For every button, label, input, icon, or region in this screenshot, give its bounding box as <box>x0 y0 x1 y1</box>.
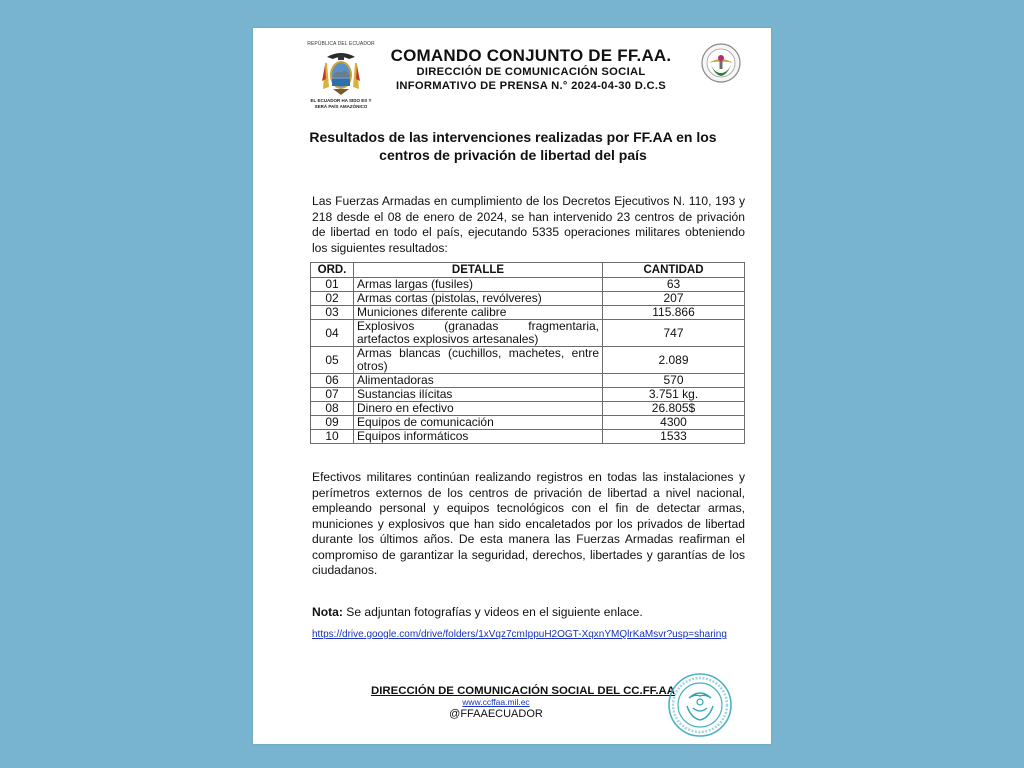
header-left-emblem-block <box>305 41 377 109</box>
cell-detalle: Armas cortas (pistolas, revólveres) <box>354 292 603 306</box>
column-header-cantidad: CANTIDAD <box>603 263 745 278</box>
drive-folder-link[interactable]: https://drive.google.com/drive/folders/1xVqz7cmIppuH2OGT-XqxnYMQlrKaMsvr?usp=sharing <box>312 629 727 640</box>
table-row <box>311 320 745 347</box>
table-row <box>311 306 745 320</box>
website-link[interactable]: www.ccffaa.mil.ec <box>462 697 530 707</box>
cell-detalle: Alimentadoras <box>354 374 603 388</box>
column-header-ord: ORD. <box>311 263 354 278</box>
cell-detalle: Armas blancas (cuchillos, machetes, entre otros) <box>354 347 603 374</box>
cell-ord: 03 <box>311 306 354 320</box>
bulletin-number: INFORMATIVO DE PRENSA N.° 2024-04-30 D.C.S <box>395 80 667 92</box>
motto-text: EL ECUADOR HA SIDO ES Y SERÁ PAÍS AMAZÓNICO <box>310 98 372 109</box>
cell-ord: 02 <box>311 292 354 306</box>
cell-ord: 09 <box>311 416 354 430</box>
ecuador-coat-of-arms-icon <box>319 49 363 97</box>
department-subtitle: DIRECCIÓN DE COMUNICACIÓN SOCIAL <box>416 66 646 78</box>
cell-cantidad: 747 <box>603 320 745 347</box>
cell-detalle: Explosivos (granadas fragmentaria, artefactos explosivos artesanales) <box>354 320 603 347</box>
table-row <box>311 374 745 388</box>
cell-ord: 08 <box>311 402 354 416</box>
cell-cantidad: 570 <box>603 374 745 388</box>
cell-cantidad: 63 <box>603 278 745 292</box>
cell-ord: 07 <box>311 388 354 402</box>
cell-detalle: Armas largas (fusiles) <box>354 278 603 292</box>
table-row <box>311 402 745 416</box>
table-row <box>311 388 745 402</box>
table-row <box>311 347 745 374</box>
comando-conjunto-seal-icon <box>701 43 741 83</box>
table-row <box>311 430 745 444</box>
cell-cantidad: 26.805$ <box>603 402 745 416</box>
cell-ord: 10 <box>311 430 354 444</box>
table-row <box>311 416 745 430</box>
closing-paragraph: Efectivos militares continúan realizando registros en todas las instalaciones y perímetros externos de los centros de privación de libertad a nivel nacional, empleando personal y equipos tecnológicos con el fin de detectar armas, municiones y explosivos que han sido encaletados por los privados de libertad durante los últimos años. De esta manera las Fuerzas Armadas reafirman el compromiso de garantizar la seguridad, derechos, libertades y garantías de los ciudadanos. <box>312 470 745 577</box>
cell-detalle: Sustancias ilícitas <box>354 388 603 402</box>
document-title: Resultados de las intervenciones realizadas por FF.AA en los centros de privación de libertad del país <box>309 129 717 163</box>
cell-detalle: Dinero en efectivo <box>354 402 603 416</box>
republic-label: REPÚBLICA DEL ECUADOR <box>307 41 375 47</box>
comando-conjunto-stamp-icon <box>667 672 733 738</box>
cell-ord: 05 <box>311 347 354 374</box>
cell-detalle: Municiones diferente calibre <box>354 306 603 320</box>
cell-cantidad: 4300 <box>603 416 745 430</box>
cell-cantidad: 3.751 kg. <box>603 388 745 402</box>
cell-ord: 06 <box>311 374 354 388</box>
footer-title: DIRECCIÓN DE COMUNICACIÓN SOCIAL DEL CC.FF.AA <box>371 685 675 697</box>
table-row <box>311 278 745 292</box>
table-header-row <box>311 263 745 278</box>
intro-paragraph: Las Fuerzas Armadas en cumplimiento de los Decretos Ejecutivos N. 110, 193 y 218 desde el 08 de enero de 2024, se han intervenido 23 centros de privación de libertad en todo el país, ejecutando 5335 operaciones militares obteniendo los siguientes resultados: <box>312 194 745 255</box>
cell-cantidad: 115.866 <box>603 306 745 320</box>
column-header-detalle: DETALLE <box>354 263 603 278</box>
table-row <box>311 292 745 306</box>
header-titles <box>381 46 681 93</box>
cell-detalle: Equipos de comunicación <box>354 416 603 430</box>
cell-cantidad: 1533 <box>603 430 745 444</box>
organization-title: COMANDO CONJUNTO DE FF.AA. <box>390 46 672 65</box>
cell-detalle: Equipos informáticos <box>354 430 603 444</box>
note-line <box>312 605 643 619</box>
cell-ord: 04 <box>311 320 354 347</box>
footer-block <box>371 685 675 720</box>
cell-cantidad: 2.089 <box>603 347 745 374</box>
cell-ord: 01 <box>311 278 354 292</box>
note-label: Nota: <box>312 605 343 619</box>
note-text: Se adjuntan fotografías y videos en el siguiente enlace. <box>342 605 643 619</box>
results-table <box>310 262 745 444</box>
cell-cantidad: 207 <box>603 292 745 306</box>
press-release-page <box>253 28 771 744</box>
social-handle: @FFAAECUADOR <box>449 708 543 720</box>
